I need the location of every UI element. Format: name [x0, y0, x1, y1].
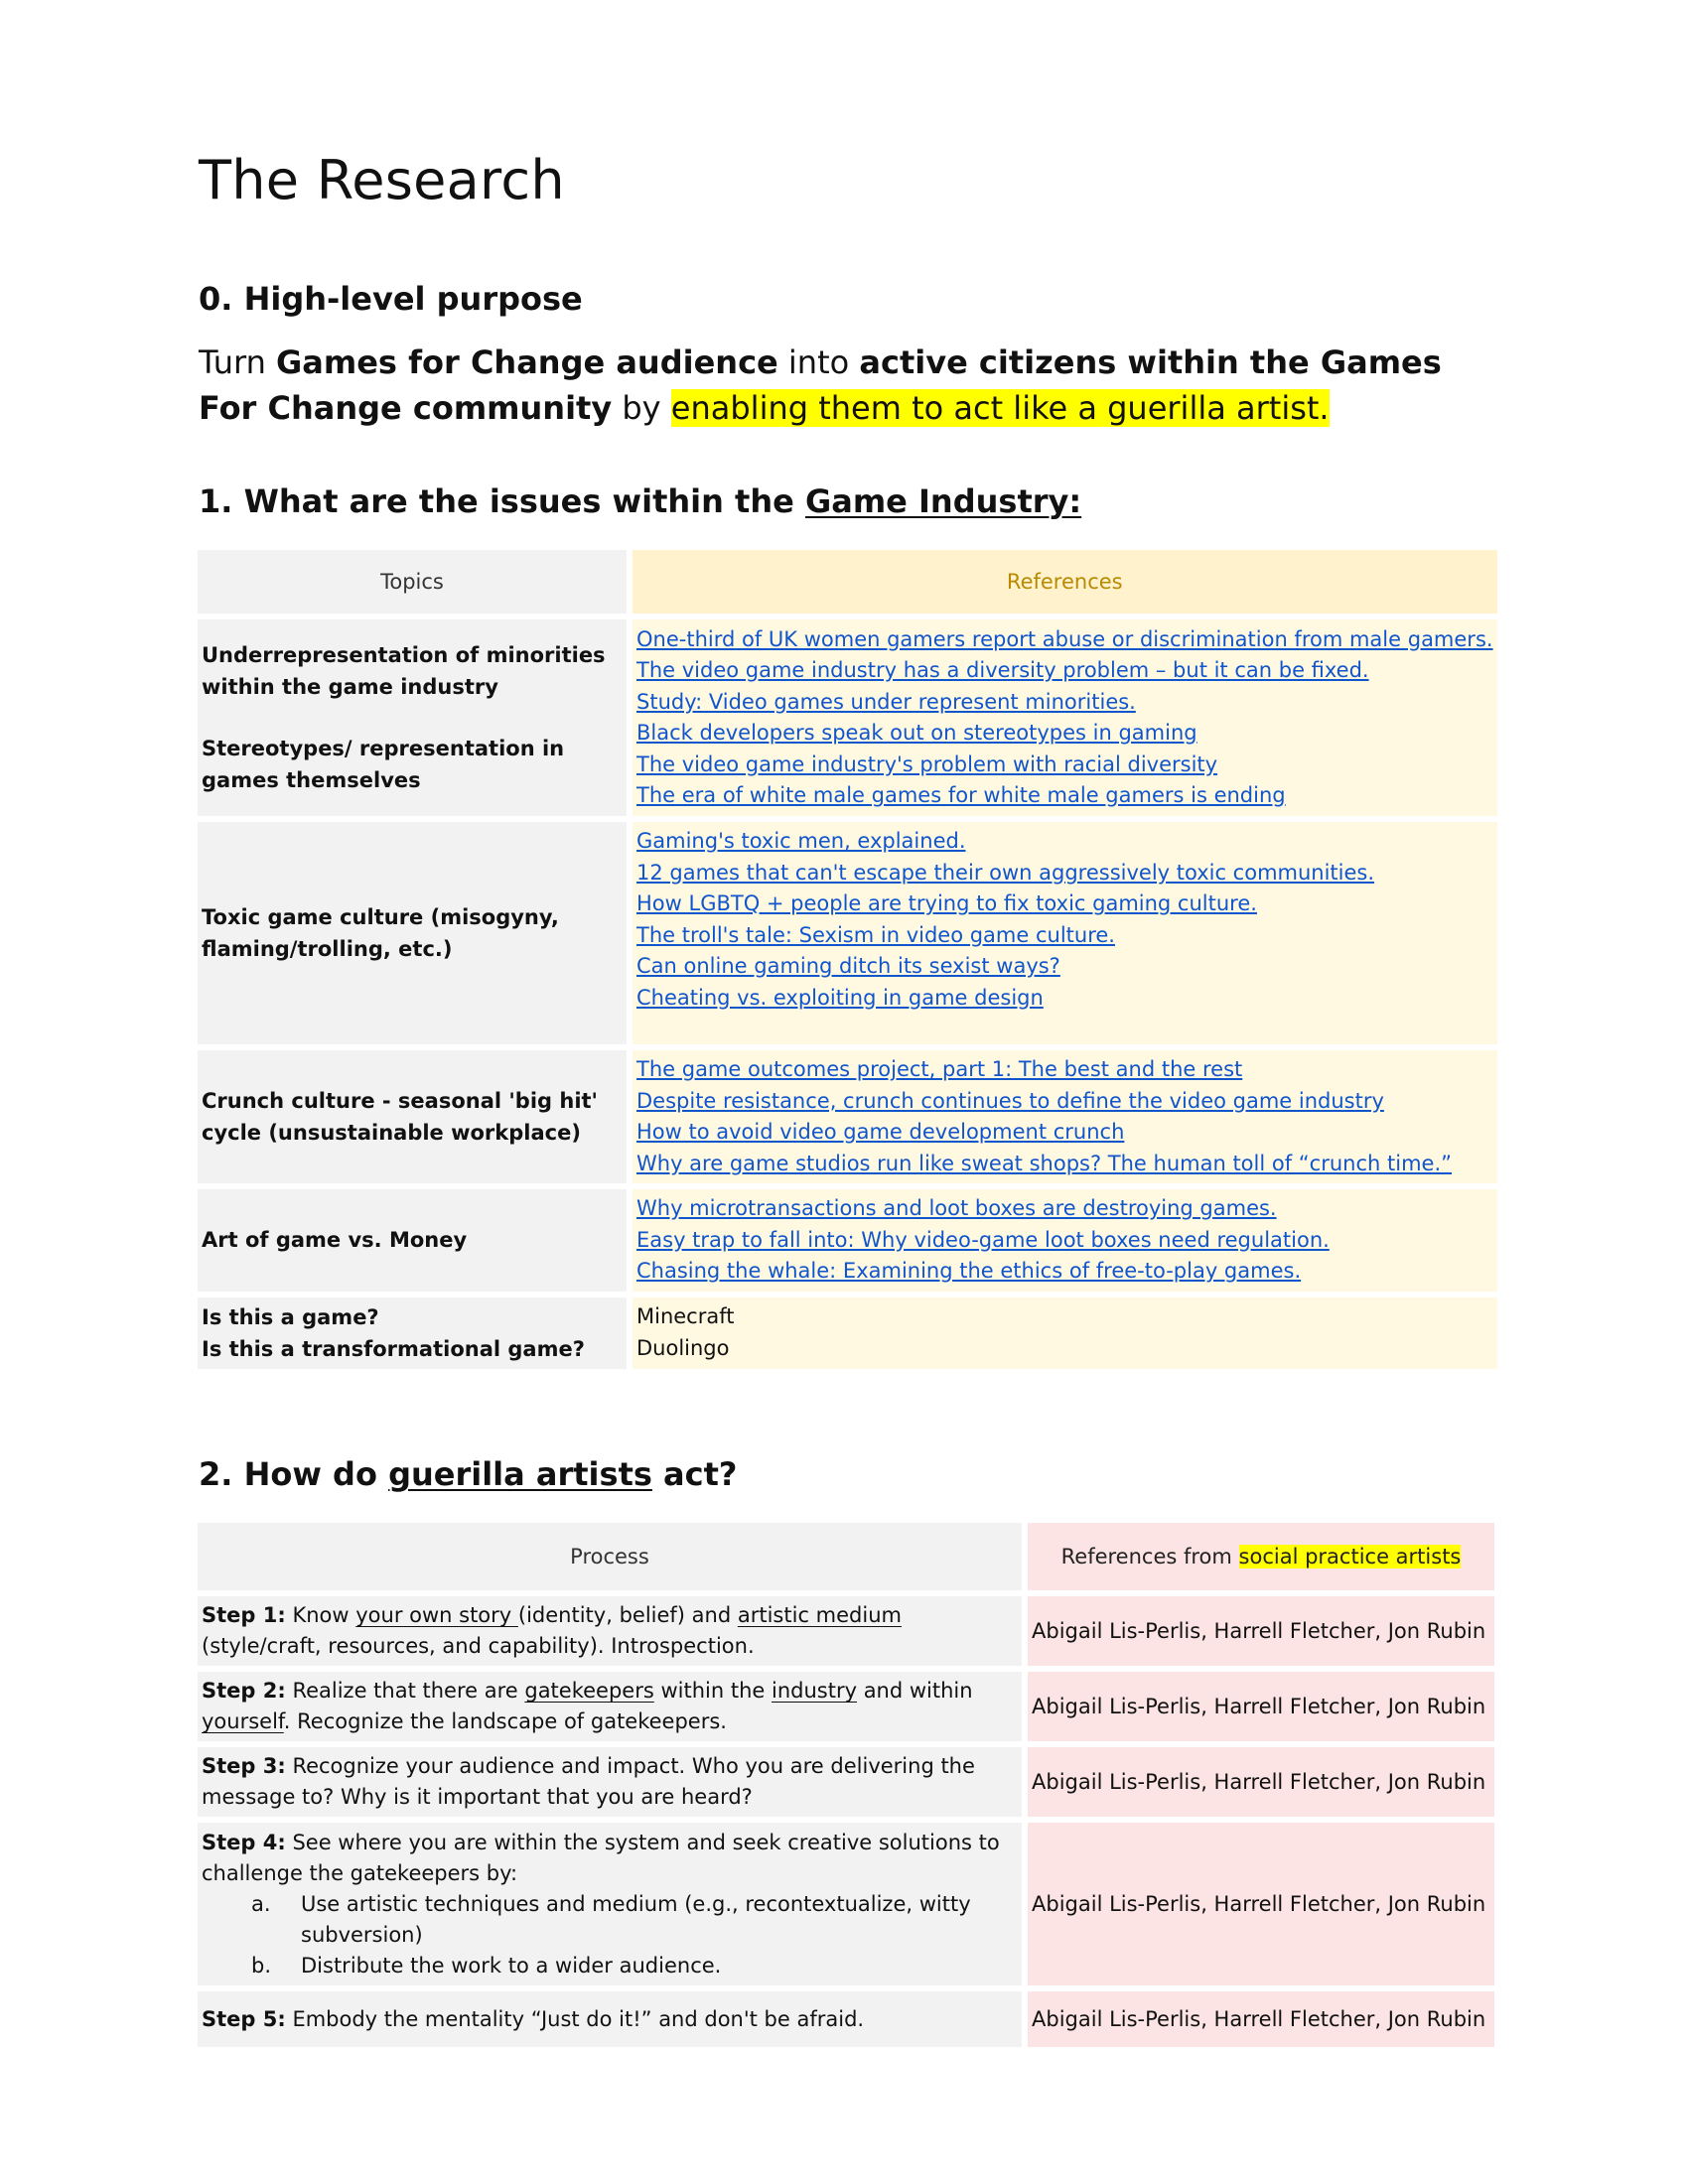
header-highlight: social practice artists — [1238, 1545, 1462, 1569]
artistic-medium-link[interactable]: artistic medium — [737, 1603, 902, 1627]
topic-label: Is this a game? — [202, 1304, 379, 1329]
section-2-heading — [199, 1455, 737, 1493]
step-5-cell — [198, 1991, 1022, 2047]
reference-link[interactable]: Chasing the whale: Examining the ethics of free-to-play games. — [636, 1259, 1302, 1283]
reference-link[interactable]: How LGBTQ + people are trying to fix toxic gaming culture. — [636, 891, 1257, 915]
topic-cell — [198, 1297, 627, 1369]
section-1-heading-text: 1. What are the issues within the — [199, 482, 805, 520]
table-row — [198, 1297, 1497, 1369]
list-text: Distribute the work to a wider audience. — [301, 1953, 722, 1978]
reference-link[interactable]: How to avoid video game development crunch — [636, 1120, 1125, 1144]
step-label: Step 4: — [202, 1830, 286, 1854]
topic-label: Toxic game culture (misogyny, flaming/trolling, etc.) — [202, 905, 559, 961]
table-row — [198, 1747, 1494, 1817]
step-4-cell — [198, 1823, 1022, 1985]
purpose-statement — [199, 340, 1499, 431]
topic-cell — [198, 1050, 627, 1183]
table-row — [198, 1672, 1494, 1741]
header-text: References from — [1060, 1545, 1239, 1569]
references-cell — [633, 1050, 1497, 1183]
list-marker: a. — [251, 1891, 271, 1916]
step-text: Know — [285, 1603, 356, 1627]
artists-cell: Abigail Lis-Perlis, Harrell Fletcher, Jon Rubin — [1028, 1823, 1494, 1985]
guerilla-artists-link[interactable]: guerilla artists — [388, 1455, 652, 1493]
topic-label: Stereotypes/ representation in games themselves — [202, 737, 565, 792]
table-row — [198, 619, 1497, 816]
step-text: and within — [857, 1679, 973, 1703]
step-2-cell — [198, 1672, 1022, 1741]
reference-link[interactable]: Cheating vs. exploiting in game design — [636, 985, 1044, 1010]
step-label: Step 2: — [202, 1679, 286, 1703]
industry-link[interactable]: industry — [771, 1679, 858, 1703]
section-2-heading-text: 2. How do — [199, 1455, 389, 1493]
references-cell — [633, 619, 1497, 816]
list-text: Use artistic techniques and medium (e.g., recontextualize, witty subversion) — [301, 1891, 971, 1947]
list-marker: b. — [251, 1953, 272, 1978]
purpose-highlight: enabling them to act like a guerilla artist. — [670, 389, 1330, 427]
reference-link[interactable]: One-third of UK women gamers report abuse or discrimination from male gamers. — [636, 626, 1493, 651]
references-cell — [633, 1297, 1497, 1369]
reference-link[interactable]: Can online gaming ditch its sexist ways? — [636, 954, 1060, 978]
process-column-header: Process — [198, 1523, 1022, 1590]
topic-label: Art of game vs. Money — [202, 1228, 468, 1253]
gatekeepers-link[interactable]: gatekeepers — [524, 1679, 654, 1703]
references-column-header: References — [633, 550, 1497, 614]
references-cell — [633, 822, 1497, 1044]
references-cell — [633, 1189, 1497, 1292]
step-text: (style/craft, resources, and capability). Introspection. — [202, 1634, 755, 1658]
artist-references-column-header — [1028, 1523, 1494, 1590]
section-1-heading — [199, 482, 1081, 520]
step-label: Step 3: — [202, 1754, 286, 1778]
own-story-link[interactable]: your own story — [355, 1603, 518, 1627]
table-row — [198, 1823, 1494, 1985]
step-text: within the — [653, 1679, 772, 1703]
reference-link[interactable]: The era of white male games for white male gamers is ending — [636, 783, 1286, 807]
purpose-text: Turn — [199, 343, 277, 381]
step-text: See where you are within the system and seek creative solutions to challenge the gatekeepers by: — [202, 1830, 1000, 1885]
reference-link[interactable]: 12 games that can't escape their own aggressively toxic communities. — [636, 860, 1375, 885]
table-row — [198, 822, 1497, 1044]
step-label: Step 1: — [202, 1603, 286, 1627]
artists-cell: Abigail Lis-Perlis, Harrell Fletcher, Jon Rubin — [1028, 1672, 1494, 1741]
list-item — [202, 1951, 1018, 1981]
step-text: Embody the mentality “Just do it!” and don't be afraid. — [285, 2006, 865, 2031]
purpose-audience: Games for Change audience — [276, 343, 778, 381]
list-item — [202, 1889, 1018, 1951]
step-label: Step 5: — [202, 2006, 286, 2031]
step-text: . Recognize the landscape of gatekeepers. — [283, 1709, 727, 1733]
artists-cell: Abigail Lis-Perlis, Harrell Fletcher, Jon Rubin — [1028, 1596, 1494, 1666]
reference-link[interactable]: Gaming's toxic men, explained. — [636, 829, 966, 853]
step-4-list — [202, 1889, 1018, 1981]
example-game: Minecraft — [636, 1304, 735, 1328]
section-2-heading-text: act? — [651, 1455, 738, 1493]
artists-cell: Abigail Lis-Perlis, Harrell Fletcher, Jon Rubin — [1028, 1747, 1494, 1817]
yourself-link[interactable]: yourself — [202, 1709, 284, 1733]
table-row — [198, 1050, 1497, 1183]
topic-label: Crunch culture - seasonal 'big hit' cycle (unsustainable workplace) — [202, 1089, 598, 1145]
table-header-row — [198, 550, 1497, 614]
reference-link[interactable]: Why are game studios run like sweat shops? The human toll of “crunch time.” — [636, 1151, 1452, 1175]
topics-column-header: Topics — [198, 550, 627, 614]
topic-label: Is this a transformational game? — [202, 1336, 585, 1361]
topic-label: Underrepresentation of minorities within the game industry — [202, 643, 606, 699]
table-row — [198, 1189, 1497, 1292]
reference-link[interactable]: The game outcomes project, part 1: The best and the rest — [636, 1057, 1243, 1081]
step-text: Realize that there are — [285, 1679, 525, 1703]
page-title: The Research — [199, 149, 565, 211]
topic-cell — [198, 1189, 627, 1292]
purpose-text: into — [777, 343, 860, 381]
table-row — [198, 1596, 1494, 1666]
step-1-cell — [198, 1596, 1022, 1666]
step-text: (identity, belief) and — [517, 1603, 738, 1627]
purpose-goal: active citizens within the Games For Change community — [199, 343, 1442, 427]
example-game: Duolingo — [636, 1335, 730, 1360]
section-0-heading: 0. High-level purpose — [199, 280, 583, 318]
step-text: Recognize your audience and impact. Who you are delivering the message to? Why is it important that you are heard? — [202, 1754, 975, 1809]
reference-link[interactable]: Study: Video games under represent minorities. — [636, 689, 1136, 714]
step-3-cell — [198, 1747, 1022, 1817]
reference-link[interactable]: The troll's tale: Sexism in video game culture. — [636, 922, 1115, 947]
reference-link[interactable]: Black developers speak out on stereotypes in gaming — [636, 721, 1197, 745]
reference-link[interactable]: Despite resistance, crunch continues to define the video game industry — [636, 1088, 1384, 1113]
reference-link[interactable]: The video game industry has a diversity problem – but it can be fixed. — [636, 658, 1369, 682]
topic-cell — [198, 619, 627, 816]
reference-link[interactable]: The video game industry's problem with racial diversity — [636, 751, 1218, 776]
purpose-text: by — [612, 389, 671, 427]
artists-cell: Abigail Lis-Perlis, Harrell Fletcher, Jon Rubin — [1028, 1991, 1494, 2047]
process-table — [192, 1517, 1500, 2053]
topic-cell — [198, 822, 627, 1044]
table-row — [198, 1991, 1494, 2047]
table-header-row — [198, 1523, 1494, 1590]
issues-table — [192, 544, 1503, 1375]
game-industry-link[interactable]: Game Industry: — [804, 482, 1082, 520]
reference-link[interactable]: Easy trap to fall into: Why video-game loot boxes need regulation. — [636, 1227, 1330, 1252]
reference-link[interactable]: Why microtransactions and loot boxes are destroying games. — [636, 1196, 1277, 1220]
